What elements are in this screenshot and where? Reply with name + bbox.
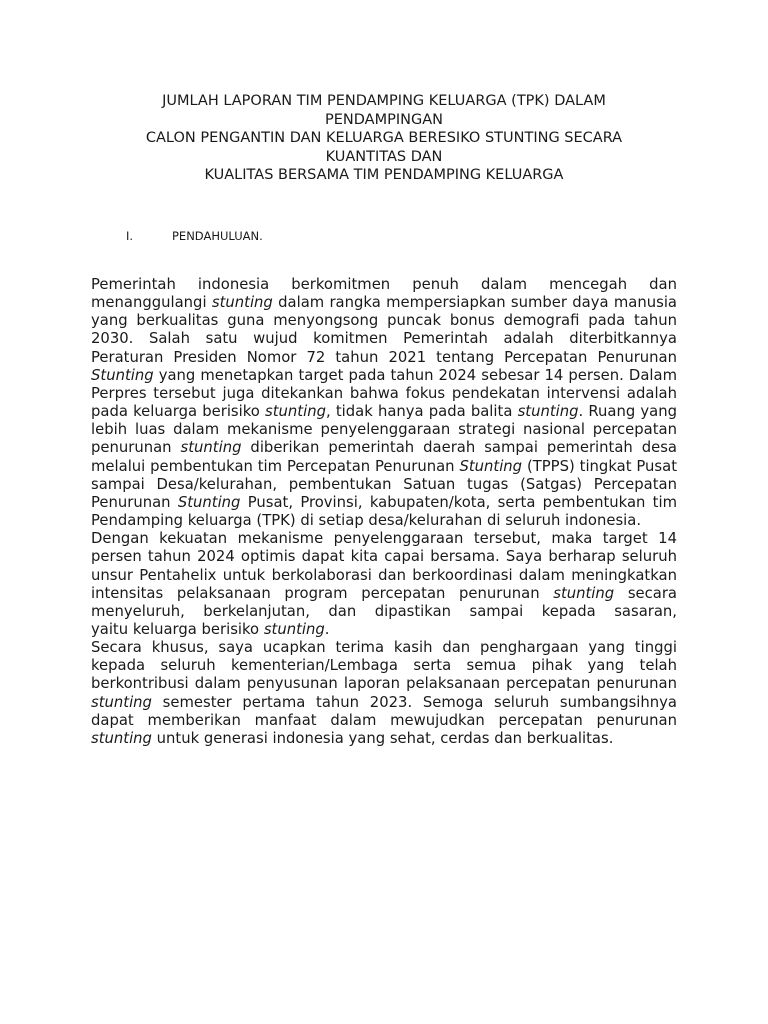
section-number: I. <box>126 229 134 243</box>
italic-term: stunting <box>263 620 325 638</box>
italic-term: stunting <box>517 403 579 421</box>
text-run: . Ruang yang lebih luas dalam mekanisme penyelenggaraan strategi nasional percepatan penurunan <box>91 403 677 457</box>
text-run: yaitu keluarga berisiko <box>91 620 264 638</box>
italic-term: stunting <box>180 439 242 457</box>
paragraph <box>91 530 677 621</box>
text-run: Pusat, Provinsi, kabupaten/kota, serta pembentukan tim Pendamping keluarga (TPK) di setiap desa/kelurahan di seluruh indonesia. <box>91 493 677 530</box>
section-title: PENDAHULUAN. <box>172 229 263 243</box>
text-run: untuk generasi indonesia yang sehat, cerdas dan berkualitas. <box>151 729 614 747</box>
italic-term: Stunting <box>459 457 523 475</box>
title-line: CALON PENGANTIN DAN KELUARGA BERESIKO STUNTING SECARA <box>145 130 623 146</box>
text-run: , tidak hanya pada balita <box>325 403 518 421</box>
text-run: Secara khusus, saya ucapkan terima kasih dan penghargaan yang tinggi kepada seluruh kementerian/Lembaga serta semua pihak yang telah berkontribusi dalam penyusunan laporan pelaksanaan percepatan penurunan <box>91 639 677 693</box>
section-heading <box>126 228 263 244</box>
italic-term: stunting <box>211 294 273 312</box>
italic-term: stunting <box>91 693 152 711</box>
paragraph <box>91 639 677 748</box>
text-run: (TPPS) tingkat Pusat sampai Desa/kelurahan, pembentukan Satuan tugas (Satgas) Percepatan Penurunan <box>91 457 677 511</box>
italic-term: Stunting <box>177 493 241 511</box>
italic-term: stunting <box>553 584 615 602</box>
text-run: yang menetapkan target pada tahun 2024 sebesar 14 persen. Dalam Perpres tersebut juga ditekankan bahwa fokus pendekatan intervensi adalah pada keluarga berisiko <box>91 366 677 421</box>
text-run: secara menyeluruh, berkelanjutan, dan dipastikan sampai kepada sasaran, <box>91 584 678 620</box>
title-line: KUANTITAS DAN <box>325 148 443 165</box>
italic-term: Stunting <box>91 366 154 384</box>
text-run: dalam rangka mempersiapkan sumber daya manusia yang berkualitas guna menyongsong puncak bonus demografi pada tahun 2030. Salah satu wujud komitmen Pemerintah adalah diterbitkannya Peraturan Presiden Nomor 72 tahun 2021 tentang Percepatan Penurunan <box>91 294 677 366</box>
title-line: JUMLAH LAPORAN TIM PENDAMPING KELUARGA (TPK) DALAM <box>162 93 606 109</box>
text-run: diberikan pemerintah daerah sampai pemerintah desa melalui pembentukan tim Percepatan Penurunan <box>91 439 677 475</box>
text-run: . <box>324 620 330 638</box>
text-run: Pemerintah indonesia berkomitmen penuh dalam mencegah dan menanggulangi <box>91 276 677 312</box>
paragraph <box>91 276 677 530</box>
text-run: semester pertama tahun 2023. Semoga seluruh sumbangsihnya dapat memberikan manfaat dalam mewujudkan percepatan penurunan <box>91 693 677 729</box>
title-line: KUALITAS BERSAMA TIM PENDAMPING KELUARGA <box>204 167 564 183</box>
paragraph <box>91 621 677 639</box>
document-title <box>110 92 658 185</box>
title-line: PENDAMPINGAN <box>325 111 443 128</box>
italic-term: stunting <box>265 403 326 421</box>
italic-term: stunting <box>91 729 152 747</box>
body-text <box>91 276 677 748</box>
text-run: Dengan kekuatan mekanisme penyelenggaraan tersebut, maka target 14 persen tahun 2024 optimis dapat kita capai bersama. Saya berharap seluruh unsur Pentahelix untuk berkolaborasi dan berkoordinasi dalam meningkatkan intensitas pelaksanaan program percepatan penurunan <box>91 530 677 602</box>
